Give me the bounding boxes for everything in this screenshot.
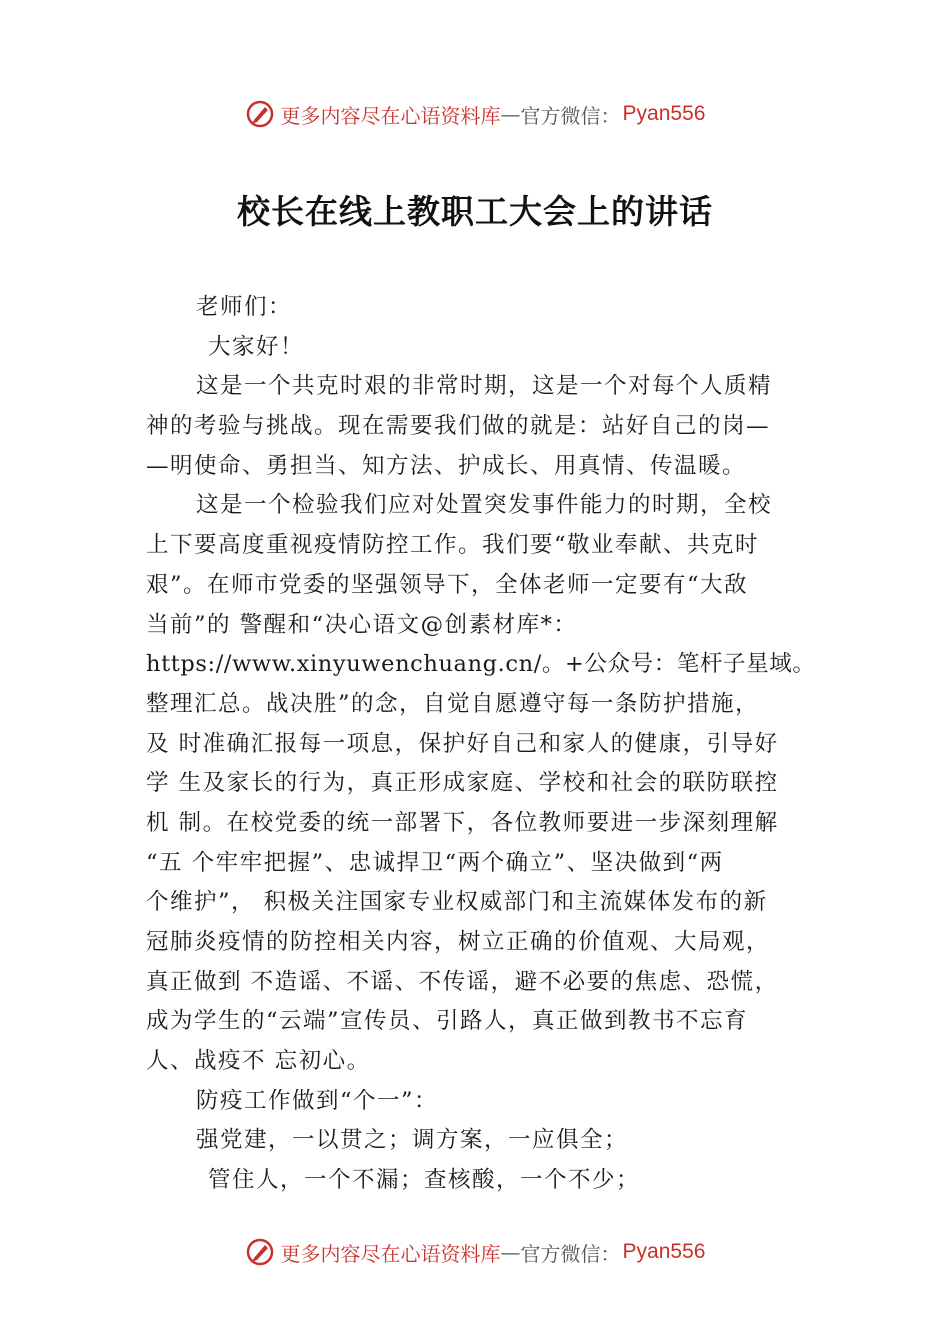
salutation: 老师们： [196, 294, 293, 320]
paragraph-line: 机 制。在校党委的统一部署下，各位教师要进一步深刻理解 [146, 809, 779, 836]
list-item: 强党建，一以贯之；调方案，一应俱全； [196, 1127, 629, 1154]
paragraph-line: 个维护”， 积极关注国家专业权威部门和主流媒体发布的新 [146, 889, 768, 916]
pen-nib-logo-icon [245, 99, 275, 129]
watermark-wechat-id: Pyan556 [622, 102, 706, 125]
paragraph-line: 艰”。在师市党委的坚强领导下，全体老师一定要有“大敌 [146, 571, 749, 598]
document-body [146, 288, 826, 1201]
paragraph-line: 及 时准确汇报每一项息，保护好自己和家人的健康，引导好 [146, 730, 779, 757]
watermark-wechat-id: Pyan556 [622, 1240, 706, 1263]
paragraph-line: 真正做到 不造谣、不谣、不传谣，避不必要的焦虑、恐慌， [146, 968, 779, 995]
paragraph-line: 学 生及家长的行为，真正形成家庭、学校和社会的联防联控 [146, 770, 779, 797]
watermark-dash: — [500, 102, 521, 126]
list-item: 管住人，一个不漏；查核酸，一个不少； [208, 1167, 641, 1194]
paragraph-line: 冠肺炎疫情的防控相关内容，树立正确的价值观、大局观， [146, 929, 771, 955]
paragraph-line: 这是一个检验我们应对处置突发事件能力的时期，全校 [196, 492, 773, 519]
pen-nib-logo-icon [245, 1237, 275, 1267]
document-title: 校长在线上教职工大会上的讲话 [237, 192, 713, 231]
paragraph-line: 整理汇总。战决胜”的念，自觉自愿遵守每一条防护措施， [146, 690, 760, 717]
watermark-dash: — [500, 1240, 521, 1264]
watermark-site-name: 更多内容尽在心语资料库 [280, 1241, 501, 1266]
paragraph-line: 神的考验与挑战。现在需要我们做的就是：站好自己的岗— [146, 413, 771, 440]
footer-watermark [0, 1234, 950, 1270]
paragraph-line: —明使命、勇担当、知方法、护成长、用真情、传温暖。 [146, 452, 747, 479]
paragraph-line: 成为学生的“云端”宣传员、引路人，真正做到教书不忘育 [146, 1008, 749, 1035]
paragraph-line: 这是一个共克时艰的非常时期，这是一个对每个人质精 [196, 373, 773, 400]
list-heading: 防疫工作做到“个一”： [196, 1087, 439, 1114]
paragraph-line: 当前”的 警醒和“决心语文@创素材库*： [146, 611, 578, 638]
paragraph-line: 上下要高度重视疫情防控工作。我们要“敬业奉献、共克时 [146, 532, 760, 559]
header-watermark [0, 96, 950, 132]
greeting: 大家好！ [208, 333, 305, 360]
paragraph-line: 人、战疫不 忘初心。 [146, 1048, 371, 1075]
paragraph-line-url: https://www.xinyuwenchuang.cn/。+公众号：笔杆子星域。 [146, 651, 816, 678]
watermark-wechat-label: 官方微信： [520, 103, 621, 128]
watermark-wechat-label: 官方微信： [520, 1241, 621, 1266]
watermark-site-name: 更多内容尽在心语资料库 [280, 103, 501, 128]
paragraph-line: “五 个牢牢把握”、忠诚捍卫“两个确立”、坚决做到“两 [146, 849, 724, 876]
